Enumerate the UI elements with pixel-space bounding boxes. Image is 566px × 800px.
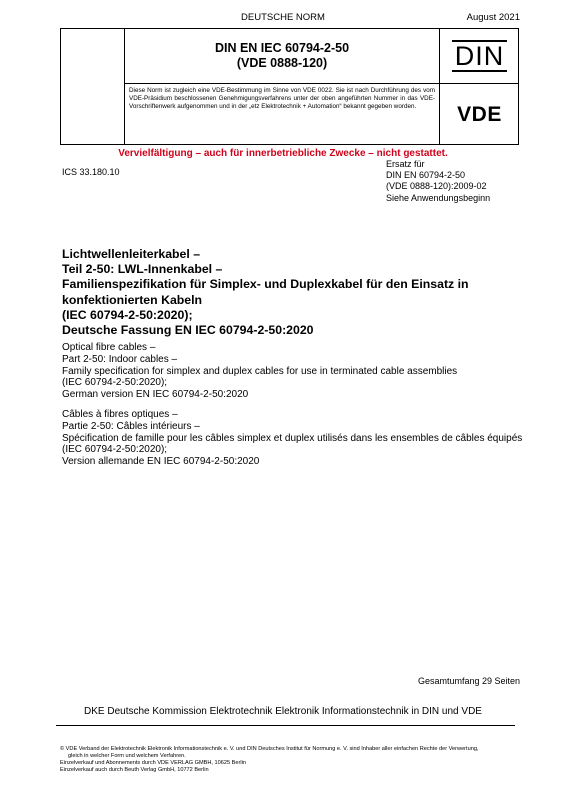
- footer-divider: [56, 725, 515, 726]
- title-fr-line: (IEC 60794-2-50:2020);: [62, 444, 168, 456]
- vde-logo: VDE: [457, 102, 502, 126]
- header-document-type: DEUTSCHE NORM: [241, 12, 325, 23]
- footer-sales-beuth: Einzelverkauf auch durch Beuth Verlag GmbH, 10772 Berlin: [60, 767, 209, 773]
- title-german: [62, 247, 532, 338]
- replacement-line: (VDE 0888-120):2009-02: [386, 181, 487, 192]
- title-de-line: Lichtwellenleiterkabel –: [62, 247, 201, 261]
- replacement-line: Ersatz für: [386, 159, 425, 169]
- title-fr-line: Partie 2-50: Câbles intérieurs –: [62, 420, 200, 432]
- footer-copyright: © VDE Verband der Elektrotechnik Elektronik Informationstechnik e. V. und DIN Deutsches Institut für Normung e. V. sind Inhaber aller einfachen Rechte der Verwertung,: [60, 746, 479, 752]
- dke-line: DKE Deutsche Kommission Elektrotechnik Elektronik Informationstechnik in DIN und VDE: [84, 706, 482, 717]
- title-french: [62, 409, 532, 468]
- ics-code: ICS 33.180.10: [62, 167, 120, 177]
- title-de-line: (IEC 60794-2-50:2020);: [62, 307, 193, 322]
- title-de-line: Deutsche Fassung EN IEC 60794-2-50:2020: [62, 323, 314, 338]
- standard-title: [125, 29, 439, 83]
- replacement-info: [386, 159, 490, 204]
- vde-notice: Diese Norm ist zugleich eine VDE-Bestimmung im Sinne von VDE 0022. Sie ist nach Durchführung des vom VDE-Präsidium beschlossenen Genehmigungsverfahrens unter der oben angeführten Nummer in das VDE-Vorschriftenwerk aufgenommen und in der „etz Elektrotechnik + Automation“ bekannt gegeben worden.: [129, 87, 435, 111]
- footer-copyright-cont: gleich in welcher Form und welchem Verfahren.: [68, 753, 186, 759]
- header-date: August 2021: [466, 12, 520, 23]
- vde-number: (VDE 0888-120): [236, 56, 328, 70]
- din-logo-text: DIN: [452, 40, 508, 72]
- title-en-line: Part 2-50: Indoor cables –: [62, 353, 178, 365]
- total-pages: Gesamtumfang 29 Seiten: [417, 676, 520, 686]
- title-en-line: Optical fibre cables –: [62, 342, 156, 353]
- replacement-line: DIN EN 60794-2-50: [386, 170, 466, 181]
- din-logo: [440, 29, 519, 83]
- title-fr-line: Câbles à fibres optiques –: [62, 409, 178, 420]
- replacement-line: Siehe Anwendungsbeginn: [386, 192, 491, 203]
- title-de-line: Familienspezifikation für Simplex- und Duplexkabel für den Einsatz in konfektionierten Kabeln: [62, 277, 469, 307]
- title-fr-line: Version allemande EN IEC 60794-2-50:2020: [62, 456, 260, 468]
- standard-header-box: [60, 28, 519, 145]
- standard-number: DIN EN IEC 60794-2-50: [214, 41, 350, 55]
- title-en-line: Family specification for simplex and duplex cables for use in terminated cable assemblies: [62, 365, 458, 377]
- title-en-line: (IEC 60794-2-50:2020);: [62, 377, 168, 389]
- footer-sales-vde: Einzelverkauf und Abonnements durch VDE VERLAG GMBH, 10625 Berlin: [60, 760, 246, 766]
- footer: [60, 746, 530, 774]
- title-de-line: Teil 2-50: LWL-Innenkabel –: [62, 262, 223, 277]
- title-fr-line: Spécification de famille pour les câbles simplex et duplex utilisés dans les ensembles de câbles équipés: [62, 432, 523, 444]
- title-english: [62, 342, 532, 401]
- title-en-line: German version EN IEC 60794-2-50:2020: [62, 389, 249, 401]
- reproduction-warning: Vervielfältigung – auch für innerbetriebliche Zwecke – nicht gestattet.: [118, 148, 448, 159]
